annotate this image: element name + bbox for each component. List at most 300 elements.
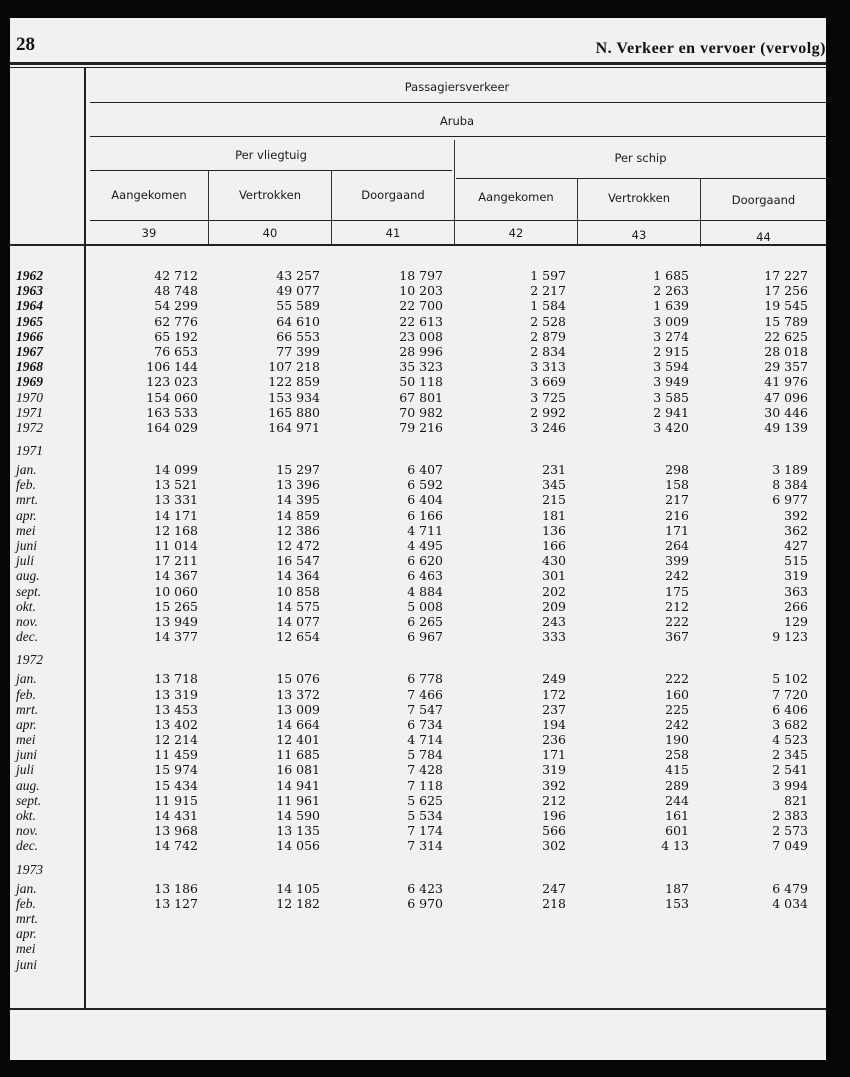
table-row bbox=[10, 687, 826, 702]
cell-col-42: 243 bbox=[542, 613, 566, 629]
cell-col-39: 13 453 bbox=[154, 701, 198, 717]
table-row bbox=[10, 911, 826, 926]
cell-col-44: 15 789 bbox=[764, 313, 808, 329]
table-row bbox=[10, 435, 826, 462]
table-row bbox=[10, 717, 826, 732]
cell-col-39: 14 431 bbox=[154, 808, 198, 823]
col-header-aangekomen-1: Aangekomen bbox=[111, 188, 187, 202]
cell-col-43: 217 bbox=[665, 492, 689, 508]
table-row bbox=[10, 854, 826, 881]
cell-col-42: 1 597 bbox=[530, 268, 566, 283]
cell-col-41: 6 734 bbox=[407, 716, 443, 732]
cell-col-42: 218 bbox=[542, 895, 566, 911]
cell-col-39: 15 434 bbox=[154, 777, 198, 793]
col-number-44: 44 bbox=[756, 230, 771, 244]
table-row bbox=[10, 778, 826, 793]
cell-col-43: 258 bbox=[665, 747, 689, 763]
cell-col-39: 11 915 bbox=[154, 792, 198, 808]
cell-col-42: 392 bbox=[542, 777, 566, 793]
cell-col-42: 247 bbox=[542, 880, 566, 896]
cell-col-42: 231 bbox=[542, 462, 566, 478]
cell-col-43: 2 915 bbox=[653, 343, 689, 359]
col-number-42: 42 bbox=[508, 226, 524, 240]
cell-col-42: 202 bbox=[542, 583, 566, 599]
col-header-aangekomen-2: Aangekomen bbox=[478, 190, 554, 204]
row-label: mrt. bbox=[16, 910, 39, 926]
cell-col-40: 14 364 bbox=[276, 568, 320, 584]
row-label: aug. bbox=[16, 568, 40, 584]
row-label: nov. bbox=[16, 613, 38, 629]
table-row bbox=[10, 374, 826, 389]
col-number-39: 39 bbox=[141, 226, 157, 240]
cell-col-42: 196 bbox=[542, 808, 566, 823]
cell-col-40: 55 589 bbox=[276, 298, 320, 314]
cell-col-41: 6 463 bbox=[407, 568, 443, 584]
table-row bbox=[10, 793, 826, 808]
cell-col-41: 4 495 bbox=[407, 538, 443, 553]
cell-col-44: 5 102 bbox=[772, 671, 808, 687]
cell-col-42: 301 bbox=[542, 568, 566, 584]
cell-col-40: 13 372 bbox=[276, 686, 320, 702]
cell-col-40: 14 575 bbox=[276, 598, 320, 614]
cell-col-40: 13 135 bbox=[276, 823, 320, 839]
cell-col-40: 11 685 bbox=[276, 747, 320, 763]
cell-col-41: 5 625 bbox=[407, 792, 443, 808]
cell-col-42: 1 584 bbox=[530, 298, 566, 314]
cell-col-39: 48 748 bbox=[154, 283, 198, 299]
table-row bbox=[10, 314, 826, 329]
col-header-vertrokken-2: Vertrokken bbox=[607, 191, 671, 205]
cell-col-43: 3 594 bbox=[653, 359, 689, 375]
cell-col-43: 225 bbox=[665, 701, 689, 717]
table-row bbox=[10, 838, 826, 853]
cell-col-44: 2 383 bbox=[772, 808, 808, 823]
cell-col-41: 22 613 bbox=[399, 313, 443, 329]
cell-col-41: 10 203 bbox=[399, 283, 443, 299]
running-head: N. Verkeer en vervoer (vervolg) bbox=[595, 40, 826, 57]
col-number-40: 40 bbox=[262, 226, 278, 240]
row-label: 1972 bbox=[16, 419, 43, 435]
top-rule-thin bbox=[10, 67, 826, 68]
cell-col-43: 161 bbox=[665, 808, 689, 823]
cell-col-42: 166 bbox=[542, 538, 566, 553]
cell-col-40: 122 859 bbox=[268, 374, 320, 390]
cell-col-43: 2 941 bbox=[653, 404, 689, 420]
table-row bbox=[10, 329, 826, 344]
cell-col-43: 2 263 bbox=[653, 283, 689, 299]
cell-col-39: 13 949 bbox=[154, 613, 198, 629]
table-row bbox=[10, 881, 826, 896]
cell-col-44: 3 189 bbox=[772, 462, 808, 478]
row-label: juni bbox=[16, 747, 38, 763]
cell-col-44: 6 406 bbox=[772, 701, 808, 717]
cell-col-43: 399 bbox=[665, 553, 689, 569]
cell-col-42: 2 528 bbox=[530, 313, 566, 329]
cell-col-41: 6 967 bbox=[407, 629, 443, 645]
cell-col-43: 289 bbox=[665, 777, 689, 793]
table-row bbox=[10, 508, 826, 523]
cell-col-44: 129 bbox=[784, 613, 808, 629]
row-label: mrt. bbox=[16, 701, 39, 717]
cell-col-44: 6 977 bbox=[772, 492, 808, 508]
row-label: feb. bbox=[16, 686, 36, 702]
row-label: apr. bbox=[16, 716, 37, 732]
cell-col-41: 70 982 bbox=[399, 404, 443, 420]
table-body bbox=[10, 268, 826, 972]
row-label: apr. bbox=[16, 507, 37, 523]
cell-col-44: 19 545 bbox=[764, 298, 808, 314]
cell-col-41: 6 620 bbox=[407, 553, 443, 569]
cell-col-43: 367 bbox=[665, 629, 689, 645]
cell-col-41: 4 711 bbox=[407, 522, 443, 538]
cell-col-41: 79 216 bbox=[399, 419, 443, 435]
cell-col-44: 6 479 bbox=[772, 880, 808, 896]
cell-col-41: 6 592 bbox=[407, 477, 443, 493]
row-label: sept. bbox=[16, 792, 42, 808]
cell-col-42: 302 bbox=[542, 838, 566, 854]
bottom-rule bbox=[10, 1008, 826, 1010]
cell-col-40: 14 664 bbox=[276, 716, 320, 732]
cell-col-39: 10 060 bbox=[154, 583, 198, 599]
row-label: juni bbox=[16, 538, 38, 553]
cell-col-44: 4 034 bbox=[772, 895, 808, 911]
cell-col-41: 7 174 bbox=[407, 823, 443, 839]
row-label: nov. bbox=[16, 823, 38, 839]
cell-col-44: 29 357 bbox=[764, 359, 808, 375]
row-label: juni bbox=[16, 956, 38, 972]
cell-col-39: 42 712 bbox=[154, 268, 198, 283]
cell-col-44: 362 bbox=[784, 522, 808, 538]
cell-col-43: 3 009 bbox=[653, 313, 689, 329]
cell-col-41: 6 265 bbox=[407, 613, 443, 629]
table-row bbox=[10, 344, 826, 359]
cell-col-39: 163 533 bbox=[146, 404, 198, 420]
cell-col-40: 15 297 bbox=[276, 462, 320, 478]
table-row bbox=[10, 523, 826, 538]
table-row bbox=[10, 283, 826, 298]
cell-col-44: 30 446 bbox=[764, 404, 808, 420]
cell-col-43: 298 bbox=[665, 462, 689, 478]
table-row bbox=[10, 941, 826, 956]
cell-col-40: 12 182 bbox=[276, 895, 320, 911]
col-number-41: 41 bbox=[385, 226, 401, 240]
cell-col-40: 12 654 bbox=[276, 629, 320, 645]
table-row bbox=[10, 568, 826, 583]
row-label: 1962 bbox=[16, 268, 43, 283]
cell-col-42: 212 bbox=[542, 792, 566, 808]
cell-col-40: 16 547 bbox=[276, 553, 320, 569]
row-label: aug. bbox=[16, 777, 40, 793]
table-row bbox=[10, 762, 826, 777]
cell-col-43: 1 685 bbox=[653, 268, 689, 283]
cell-col-43: 244 bbox=[665, 792, 689, 808]
row-label: juli bbox=[16, 762, 35, 778]
cell-col-44: 41 976 bbox=[764, 374, 808, 390]
cell-col-42: 194 bbox=[542, 716, 566, 732]
cell-col-40: 49 077 bbox=[276, 283, 320, 299]
cell-col-41: 5 784 bbox=[407, 747, 443, 763]
table-row bbox=[10, 492, 826, 507]
cell-col-40: 13 009 bbox=[276, 701, 320, 717]
cell-col-43: 3 585 bbox=[653, 389, 689, 405]
table-row bbox=[10, 477, 826, 492]
cell-col-42: 181 bbox=[542, 507, 566, 523]
top-rule bbox=[10, 62, 826, 65]
cell-col-42: 566 bbox=[542, 823, 566, 839]
cell-col-42: 3 246 bbox=[530, 419, 566, 435]
cell-col-42: 249 bbox=[542, 671, 566, 687]
cell-col-41: 23 008 bbox=[399, 328, 443, 344]
cell-col-40: 14 395 bbox=[276, 492, 320, 508]
table-row bbox=[10, 702, 826, 717]
cell-col-43: 242 bbox=[665, 716, 689, 732]
cell-col-43: 158 bbox=[665, 477, 689, 493]
cell-col-44: 7 049 bbox=[772, 838, 808, 854]
row-label: feb. bbox=[16, 895, 36, 911]
row-label: mei bbox=[16, 732, 36, 748]
cell-col-39: 14 742 bbox=[154, 838, 198, 854]
group-rule-left bbox=[90, 170, 452, 171]
row-label: feb. bbox=[16, 477, 36, 493]
cell-col-42: 2 879 bbox=[530, 328, 566, 344]
cell-col-44: 17 256 bbox=[764, 283, 808, 299]
cell-col-40: 14 056 bbox=[276, 838, 320, 854]
cell-col-39: 13 968 bbox=[154, 823, 198, 839]
row-label: 1968 bbox=[16, 359, 43, 375]
cell-col-39: 14 099 bbox=[154, 462, 198, 478]
cell-col-39: 54 299 bbox=[154, 298, 198, 314]
row-label: mei bbox=[16, 941, 36, 957]
cell-col-39: 15 265 bbox=[154, 598, 198, 614]
cell-col-42: 430 bbox=[542, 553, 566, 569]
cell-col-40: 164 971 bbox=[268, 419, 320, 435]
cell-col-43: 3 274 bbox=[653, 328, 689, 344]
table-row bbox=[10, 926, 826, 941]
group-per-schip: Per schip bbox=[614, 151, 667, 165]
cell-col-43: 601 bbox=[665, 823, 689, 839]
cell-col-43: 175 bbox=[665, 583, 689, 599]
cell-col-39: 14 171 bbox=[154, 507, 198, 523]
cell-col-42: 136 bbox=[542, 522, 566, 538]
cell-col-40: 14 859 bbox=[276, 507, 320, 523]
col-header-doorgaand-2: Doorgaand bbox=[731, 193, 796, 207]
cell-col-40: 12 472 bbox=[276, 538, 320, 553]
cell-col-41: 7 547 bbox=[407, 701, 443, 717]
cell-col-41: 7 466 bbox=[407, 686, 443, 702]
cell-col-40: 43 257 bbox=[276, 268, 320, 283]
row-label: dec. bbox=[16, 629, 39, 645]
cell-col-42: 215 bbox=[542, 492, 566, 508]
table-row bbox=[10, 896, 826, 911]
cell-col-41: 22 700 bbox=[399, 298, 443, 314]
row-label: 1966 bbox=[16, 328, 43, 344]
table-row bbox=[10, 359, 826, 374]
cell-col-39: 164 029 bbox=[146, 419, 198, 435]
cell-col-43: 171 bbox=[665, 522, 689, 538]
row-label: mei bbox=[16, 522, 36, 538]
cell-col-40: 14 077 bbox=[276, 613, 320, 629]
row-label: 1973 bbox=[16, 861, 43, 877]
cell-col-39: 62 776 bbox=[154, 313, 198, 329]
row-label: 1969 bbox=[16, 374, 43, 390]
cell-col-41: 4 714 bbox=[407, 732, 443, 748]
cell-col-39: 76 653 bbox=[154, 343, 198, 359]
table-row bbox=[10, 614, 826, 629]
cell-col-41: 6 166 bbox=[407, 507, 443, 523]
cell-col-44: 821 bbox=[784, 792, 808, 808]
cell-col-42: 333 bbox=[542, 629, 566, 645]
cell-col-41: 67 801 bbox=[399, 389, 443, 405]
cell-col-41: 7 314 bbox=[407, 838, 443, 854]
cell-col-43: 264 bbox=[665, 538, 689, 553]
cell-col-40: 10 858 bbox=[276, 583, 320, 599]
cell-col-41: 6 407 bbox=[407, 462, 443, 478]
cell-col-44: 2 345 bbox=[772, 747, 808, 763]
row-label: okt. bbox=[16, 808, 36, 823]
page-number: 28 bbox=[16, 34, 35, 55]
cell-col-40: 77 399 bbox=[276, 343, 320, 359]
header-bottom-rule bbox=[10, 244, 826, 246]
row-label: mrt. bbox=[16, 492, 39, 508]
table-row bbox=[10, 671, 826, 686]
cell-col-43: 415 bbox=[665, 762, 689, 778]
cell-col-42: 2 992 bbox=[530, 404, 566, 420]
row-label: 1971 bbox=[16, 443, 43, 459]
header-title: Passagiersverkeer bbox=[404, 80, 510, 94]
cell-col-40: 14 105 bbox=[276, 880, 320, 896]
group-rule-right bbox=[456, 178, 826, 179]
cell-col-42: 209 bbox=[542, 598, 566, 614]
table-row bbox=[10, 462, 826, 477]
cell-col-44: 2 573 bbox=[772, 823, 808, 839]
cell-col-40: 153 934 bbox=[268, 389, 320, 405]
cell-col-42: 3 725 bbox=[530, 389, 566, 405]
cell-col-39: 12 214 bbox=[154, 732, 198, 748]
cell-col-40: 66 553 bbox=[276, 328, 320, 344]
cell-col-41: 6 423 bbox=[407, 880, 443, 896]
cell-col-39: 15 974 bbox=[154, 762, 198, 778]
cell-col-44: 2 541 bbox=[772, 762, 808, 778]
cell-col-40: 64 610 bbox=[276, 313, 320, 329]
cell-col-40: 14 941 bbox=[276, 777, 320, 793]
table-row bbox=[10, 390, 826, 405]
cell-col-44: 266 bbox=[784, 598, 808, 614]
row-label: 1967 bbox=[16, 343, 43, 359]
table-row bbox=[10, 553, 826, 568]
cell-col-43: 3 420 bbox=[653, 419, 689, 435]
cell-col-43: 160 bbox=[665, 686, 689, 702]
row-label: 1964 bbox=[16, 298, 43, 314]
col-header-doorgaand-1: Doorgaand bbox=[361, 188, 425, 202]
table-row bbox=[10, 957, 826, 972]
table-row bbox=[10, 599, 826, 614]
cell-col-41: 6 404 bbox=[407, 492, 443, 508]
header-rule-2 bbox=[90, 136, 826, 137]
table-row bbox=[10, 268, 826, 283]
cell-col-43: 242 bbox=[665, 568, 689, 584]
colnum-rule bbox=[90, 220, 826, 221]
cell-col-44: 4 523 bbox=[772, 732, 808, 748]
cell-col-44: 392 bbox=[784, 507, 808, 523]
cell-col-43: 222 bbox=[665, 671, 689, 687]
cell-col-43: 4 13 bbox=[661, 838, 689, 854]
header-subtitle: Aruba bbox=[439, 114, 475, 128]
cell-col-44: 22 625 bbox=[764, 328, 808, 344]
cell-col-41: 7 118 bbox=[407, 777, 443, 793]
cell-col-43: 212 bbox=[665, 598, 689, 614]
cell-col-44: 49 139 bbox=[764, 419, 808, 435]
row-label: sept. bbox=[16, 583, 42, 599]
cell-col-42: 2 217 bbox=[530, 283, 566, 299]
table-row bbox=[10, 644, 826, 671]
col-number-43: 43 bbox=[631, 228, 647, 242]
cell-col-44: 9 123 bbox=[772, 629, 808, 645]
cell-col-44: 319 bbox=[784, 568, 808, 584]
row-label: dec. bbox=[16, 838, 39, 854]
cell-col-42: 319 bbox=[542, 762, 566, 778]
cell-col-41: 18 797 bbox=[399, 268, 443, 283]
cell-col-42: 345 bbox=[542, 477, 566, 493]
row-label: jan. bbox=[16, 671, 37, 687]
row-label: 1970 bbox=[16, 389, 43, 405]
cell-col-40: 12 386 bbox=[276, 522, 320, 538]
cell-col-44: 3 994 bbox=[772, 777, 808, 793]
cell-col-44: 427 bbox=[784, 538, 808, 553]
row-label: okt. bbox=[16, 598, 36, 614]
cell-col-41: 4 884 bbox=[407, 583, 443, 599]
table-row bbox=[10, 732, 826, 747]
cell-col-43: 187 bbox=[665, 880, 689, 896]
cell-col-39: 11 014 bbox=[154, 538, 198, 553]
cell-col-39: 13 331 bbox=[154, 492, 198, 508]
cell-col-40: 14 590 bbox=[276, 808, 320, 823]
cell-col-41: 5 534 bbox=[407, 808, 443, 823]
cell-col-44: 8 384 bbox=[772, 477, 808, 493]
cell-col-44: 7 720 bbox=[772, 686, 808, 702]
cell-col-44: 28 018 bbox=[764, 343, 808, 359]
table-row bbox=[10, 420, 826, 435]
row-label: 1972 bbox=[16, 652, 43, 668]
cell-col-39: 65 192 bbox=[154, 328, 198, 344]
cell-col-39: 11 459 bbox=[154, 747, 198, 763]
cell-col-41: 6 778 bbox=[407, 671, 443, 687]
cell-col-43: 1 639 bbox=[653, 298, 689, 314]
col-header-vertrokken-1: Vertrokken bbox=[238, 188, 302, 202]
row-label: jan. bbox=[16, 880, 37, 896]
cell-col-44: 3 682 bbox=[772, 716, 808, 732]
cell-col-40: 15 076 bbox=[276, 671, 320, 687]
cell-col-40: 16 081 bbox=[276, 762, 320, 778]
row-label: 1971 bbox=[16, 404, 43, 420]
cell-col-41: 5 008 bbox=[407, 598, 443, 614]
page bbox=[10, 18, 826, 1060]
cell-col-42: 3 313 bbox=[530, 359, 566, 375]
cell-col-44: 17 227 bbox=[764, 268, 808, 283]
cell-col-40: 11 961 bbox=[276, 792, 320, 808]
cell-col-39: 13 718 bbox=[154, 671, 198, 687]
table-row bbox=[10, 584, 826, 599]
cell-col-40: 12 401 bbox=[276, 732, 320, 748]
table-row bbox=[10, 405, 826, 420]
cell-col-39: 154 060 bbox=[146, 389, 198, 405]
cell-col-40: 13 396 bbox=[276, 477, 320, 493]
cell-col-43: 3 949 bbox=[653, 374, 689, 390]
header-rule-1 bbox=[90, 102, 826, 103]
row-label: jan. bbox=[16, 462, 37, 478]
cell-col-39: 13 521 bbox=[154, 477, 198, 493]
cell-col-39: 13 319 bbox=[154, 686, 198, 702]
cell-col-39: 13 402 bbox=[154, 716, 198, 732]
